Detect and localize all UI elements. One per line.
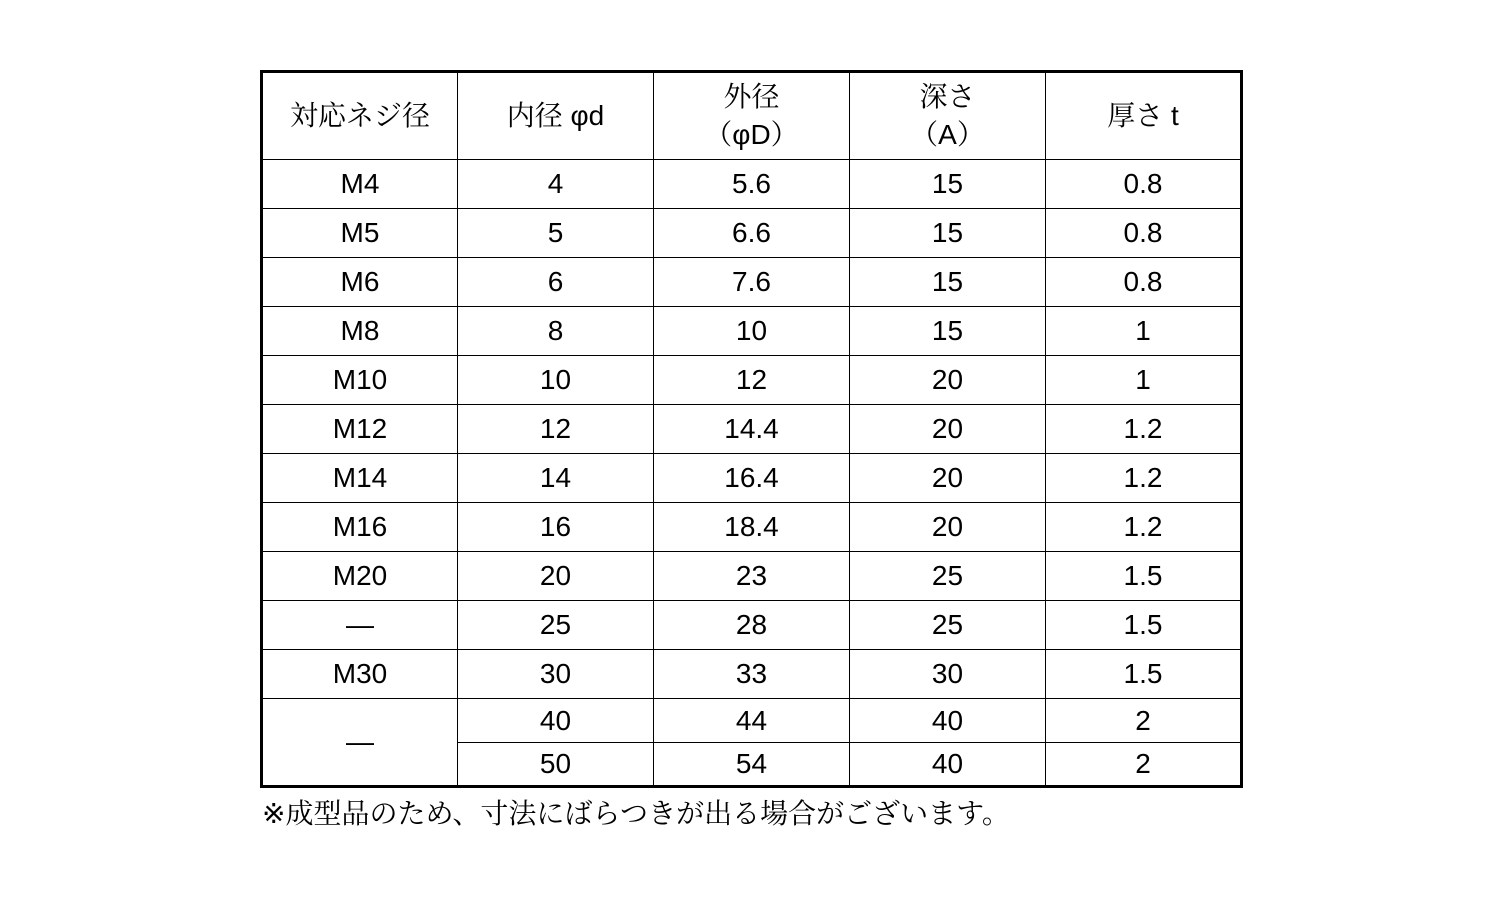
cell-thread-size: — (262, 699, 458, 787)
table-row (262, 356, 1242, 405)
cell-outer-diameter: 18.4 (654, 503, 850, 552)
cell-thickness: 1.2 (1046, 405, 1242, 454)
cell-inner-diameter: 12 (458, 405, 654, 454)
cell-thread-size: M6 (262, 258, 458, 307)
header-depth: 深さ （A） (850, 72, 1046, 160)
cell-depth: 25 (850, 601, 1046, 650)
cell-thickness: 1 (1046, 356, 1242, 405)
cell-thread-size: M10 (262, 356, 458, 405)
cell-depth: 15 (850, 258, 1046, 307)
cell-thickness: 2 (1046, 699, 1242, 743)
header-row (262, 72, 1242, 160)
header-outer-diameter: 外径 （φD） (654, 72, 850, 160)
cell-depth: 20 (850, 356, 1046, 405)
cell-outer-diameter: 33 (654, 650, 850, 699)
cell-thickness: 1.2 (1046, 454, 1242, 503)
cell-outer-diameter: 28 (654, 601, 850, 650)
cell-thickness: 0.8 (1046, 209, 1242, 258)
cell-thread-size: M12 (262, 405, 458, 454)
table-row (262, 307, 1242, 356)
cell-inner-diameter: 6 (458, 258, 654, 307)
table-row (262, 699, 1242, 743)
cell-depth: 20 (850, 503, 1046, 552)
cell-thickness: 1.5 (1046, 552, 1242, 601)
header-inner-diameter: 内径 φd (458, 72, 654, 160)
cell-inner-diameter: 25 (458, 601, 654, 650)
table-row (262, 405, 1242, 454)
cell-thickness: 1.2 (1046, 503, 1242, 552)
cell-depth: 15 (850, 307, 1046, 356)
cell-inner-diameter: 10 (458, 356, 654, 405)
footnote: ※成型品のため、寸法にばらつきが出る場合がございます。 (262, 798, 1010, 829)
cell-depth: 15 (850, 160, 1046, 209)
cell-outer-diameter: 6.6 (654, 209, 850, 258)
cell-inner-diameter: 4 (458, 160, 654, 209)
cell-inner-diameter: 20 (458, 552, 654, 601)
table-row (262, 258, 1242, 307)
cell-thread-size: M20 (262, 552, 458, 601)
cell-outer-diameter: 14.4 (654, 405, 850, 454)
cell-inner-diameter: 50 (458, 743, 654, 787)
cell-thread-size: M5 (262, 209, 458, 258)
spec-table (260, 70, 1243, 788)
table-row (262, 601, 1242, 650)
cell-thickness: 1 (1046, 307, 1242, 356)
header-thread-size: 対応ネジ径 (262, 72, 458, 160)
cell-inner-diameter: 8 (458, 307, 654, 356)
cell-thread-size: — (262, 601, 458, 650)
table-row (262, 454, 1242, 503)
cell-outer-diameter: 7.6 (654, 258, 850, 307)
cell-outer-diameter: 23 (654, 552, 850, 601)
cell-depth: 20 (850, 405, 1046, 454)
cell-inner-diameter: 30 (458, 650, 654, 699)
cell-thickness: 2 (1046, 743, 1242, 787)
header-thickness: 厚さ t (1046, 72, 1242, 160)
cell-depth: 40 (850, 699, 1046, 743)
cell-outer-diameter: 54 (654, 743, 850, 787)
table-row (262, 503, 1242, 552)
cell-thickness: 0.8 (1046, 258, 1242, 307)
table-row (262, 160, 1242, 209)
cell-outer-diameter: 5.6 (654, 160, 850, 209)
cell-inner-diameter: 5 (458, 209, 654, 258)
cell-inner-diameter: 16 (458, 503, 654, 552)
table-body (262, 160, 1242, 787)
cell-outer-diameter: 12 (654, 356, 850, 405)
cell-depth: 25 (850, 552, 1046, 601)
cell-depth: 30 (850, 650, 1046, 699)
cell-thread-size: M4 (262, 160, 458, 209)
cell-thread-size: M16 (262, 503, 458, 552)
cell-inner-diameter: 40 (458, 699, 654, 743)
cell-outer-diameter: 10 (654, 307, 850, 356)
cell-thread-size: M14 (262, 454, 458, 503)
cell-depth: 20 (850, 454, 1046, 503)
cell-thickness: 0.8 (1046, 160, 1242, 209)
cell-thread-size: M8 (262, 307, 458, 356)
cell-depth: 40 (850, 743, 1046, 787)
cell-inner-diameter: 14 (458, 454, 654, 503)
cell-thread-size: M30 (262, 650, 458, 699)
cell-outer-diameter: 44 (654, 699, 850, 743)
cell-thickness: 1.5 (1046, 601, 1242, 650)
cell-thickness: 1.5 (1046, 650, 1242, 699)
cell-outer-diameter: 16.4 (654, 454, 850, 503)
table-row (262, 650, 1242, 699)
table-row (262, 209, 1242, 258)
cell-depth: 15 (850, 209, 1046, 258)
table-row (262, 552, 1242, 601)
